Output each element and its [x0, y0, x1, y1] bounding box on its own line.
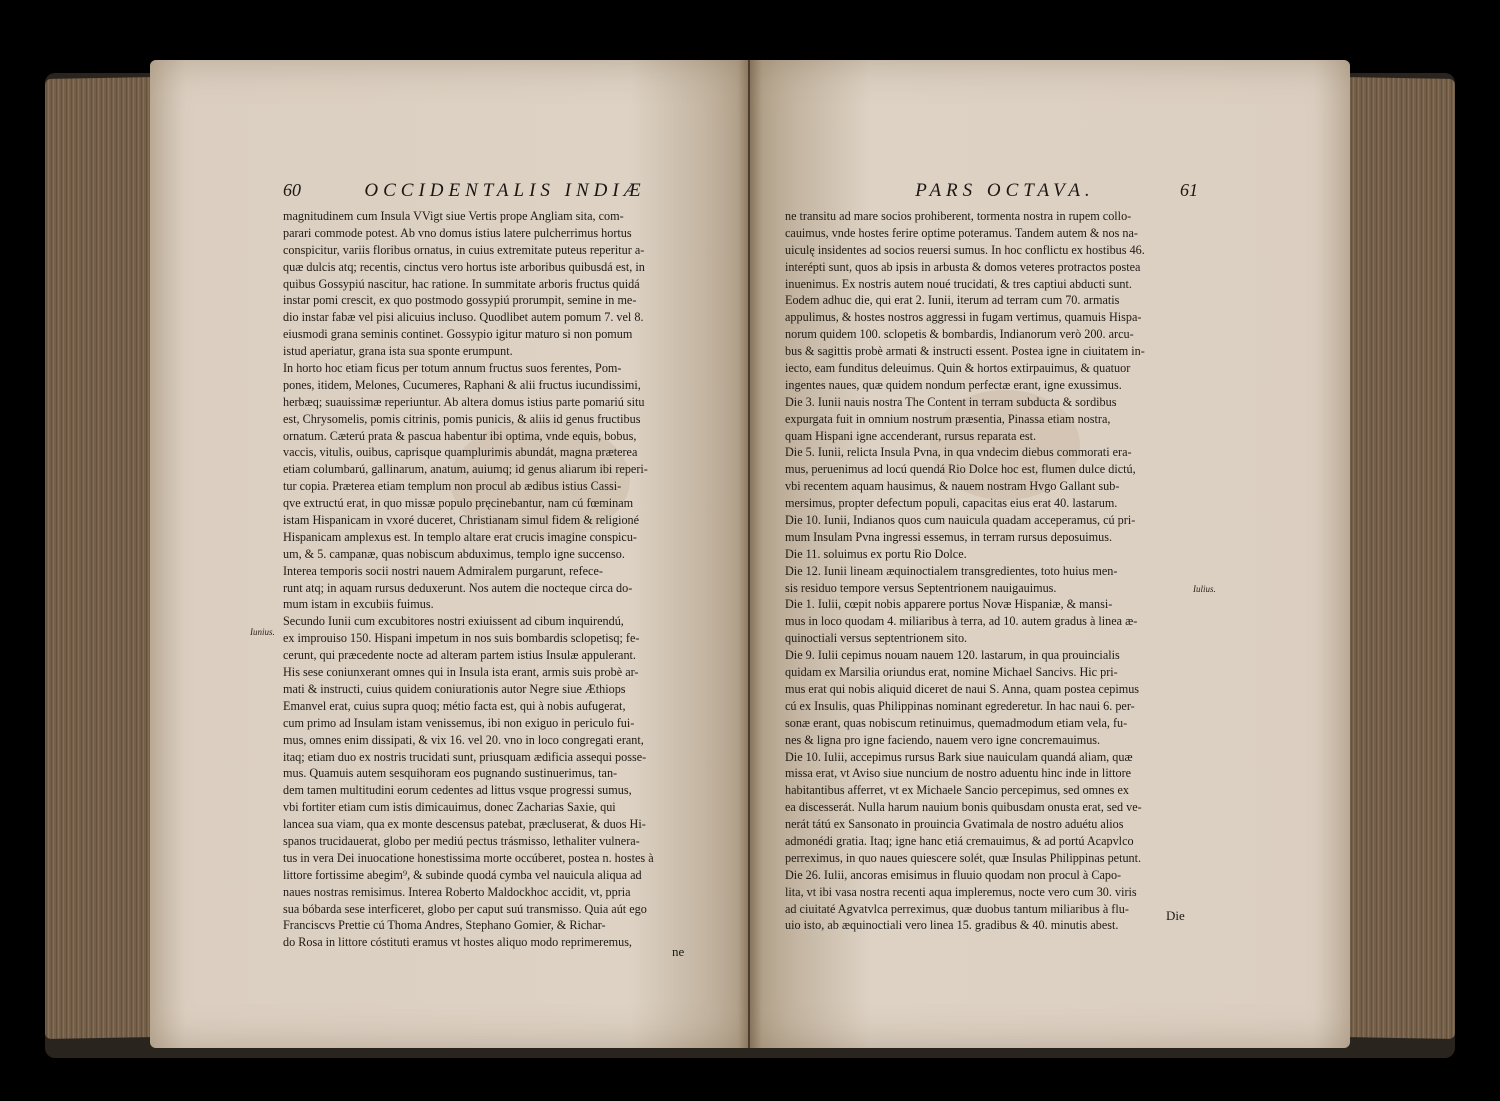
text-line: runt atq; in aquam rursus deduxerunt. Nos autem die nocteque circa do- [283, 580, 633, 595]
text-line: uio isto, ab æquinoctiali vero linea 15. gradibus & 40. minutis abest. [785, 918, 1119, 933]
margin-note: Iunius. [250, 627, 275, 637]
text-line: magnitudinem cum Insula VVigt siue Vertis prope Angliam sita, com- [283, 209, 624, 223]
text-line: Eodem adhuc die, qui erat 2. Iunii, iterum ad terram cum 70. armatis [785, 293, 1120, 308]
text-line: quidam ex Marsilia oriundus erat, nomine Michael Sancivs. Hic pri- [785, 665, 1118, 680]
text-line: Die 9. Iulii cepimus nouam nauem 120. lastarum, in qua prouincialis [785, 648, 1120, 663]
text-line: lita, vt ibi vasa nostra recenti aqua impleremus, nocte vero cum 30. viris [785, 884, 1137, 899]
text-line: quæ dulcis atq; recentis, cinctus vero hortus iste arboribus quibusdá est, in [283, 259, 645, 274]
text-line: lancea sua viam, qua ex monte descensus patebat, præcluserat, & duos Hi- [283, 817, 646, 832]
page-edges-left [45, 77, 155, 1039]
text-line: est, Chrysomelis, pomis citrinis, pomis punicis, & aliis id genus fructibus [283, 411, 641, 426]
text-line: iecto, eam funditus deleuimus. Quin & hortos extirpauimus, & quatuor [785, 361, 1131, 376]
text-line: quinoctiali versus septentrionem sito. [785, 631, 968, 646]
right-page-text [785, 208, 1181, 934]
text-line: Die 10. Iulii, accepimus rursus Bark siue nauiculam quandá aliam, quæ [785, 749, 1133, 764]
right-page-header [750, 180, 1350, 204]
catchword: ne [672, 944, 685, 959]
catchword: Die [1166, 908, 1185, 923]
text-line: qve extructú erat, in quo missæ populo pręcinebantur, nam cú fœminam [283, 496, 634, 511]
running-head: PARS OCTAVA. [915, 180, 1095, 201]
running-head: OCCIDENTALIS INDIÆ [364, 180, 646, 201]
text-line: eiusmodi grana seminis continet. Gossypio igitur maturo si non pomum [283, 327, 633, 342]
text-line: interépti sunt, quos ab ipsis in arbusta & domos veteres protractos postea [785, 259, 1141, 274]
text-line: mus, peruenimus ad locú quendá Rio Dolce hoc est, flumen dulce dictú, [785, 462, 1136, 477]
text-line: herbæq; suauissimæ reperiuntur. Ab altera domus istius parte pomariú situ [283, 394, 645, 409]
text-line: norum quidem 100. sclopetis & bombardis, Indianorum verò 200. arcu- [785, 327, 1134, 342]
text-line: itaq; etiam duo ex nostris trucidati sunt, priusquam ædificia assequi posse- [283, 749, 647, 764]
text-line: istam Hispanicam in vxoré duceret, Christianam simul fidem & religioné [283, 513, 640, 528]
text-line: ne transitu ad mare socios prohiberent, tormenta nostra in rupem collo- [785, 209, 1132, 223]
text-line: Die 3. Iunii nauis nostra The Content in terram subducta & sordibus [785, 394, 1117, 409]
text-line: Die 1. Iulii, cœpit nobis apparere portus Novæ Hispaniæ, & mansi- [785, 597, 1113, 612]
page-number: 60 [283, 180, 301, 200]
text-line: mersimus, propter defectum populi, capacitas eius erat 40. lastarum. [785, 496, 1118, 511]
text-line: Franciscvs Prettie cú Thoma Andres, Stephano Gomier, & Richar- [283, 918, 606, 933]
text-line: inuenimus. Ex nostris autem noué trucidati, & tres captiui abducti sunt. [785, 276, 1132, 291]
text-line: In horto hoc etiam ficus per totum annum fructus suos ferentes, Pom- [283, 361, 622, 376]
text-line: cum primo ad Insulam istam venissemus, ibi non exiguo in periculo fui- [283, 715, 635, 730]
text-line: Die 12. Iunii lineam æquinoctialem transgredientes, toto huius men- [785, 563, 1118, 578]
text-line: Secundo Iunii cum excubitores nostri exiuissent ad cibum inquirendú, [283, 614, 624, 629]
text-line: uiculę insidentes ad socios reuersi sumus. In hoc conflictu ex hostibus 46. [785, 242, 1145, 257]
text-line: quibus Gossypiú nascitur, hac ratione. In summitate arboris fructus quidá [283, 276, 640, 291]
text-line: ornatum. Cæterú prata & pascua habentur ibi optima, vnde equis, bobus, [283, 428, 637, 443]
text-line: sua bóbarda sese interficeret, globo per caput suú transmisso. Quia aút ego [283, 901, 647, 916]
left-page-header [150, 180, 750, 204]
text-line: Die 11. soluimus ex portu Rio Dolce. [785, 546, 967, 561]
text-line: instar pomi crescit, ex quo postmodo gossypiú prorumpit, semine in me- [283, 293, 637, 308]
text-line: Die 5. Iunii, relicta Insula Pvna, in qua vndecim diebus commorati era- [785, 445, 1132, 460]
text-line: habitantibus afferret, vt ex Michaele Sancio percepimus, sed omnes ex [785, 783, 1129, 798]
text-line: ea discesserát. Nulla harum nauium bonis quibusdam onusta erat, sed ve- [785, 800, 1142, 815]
text-line: His sese coniunxerant omnes qui in Insula ista erant, armis suis probè ar- [283, 665, 639, 680]
text-line: quam Hispani igne accenderant, rursus reparata est. [785, 428, 1037, 443]
left-page-text [283, 208, 688, 951]
text-line: tus in vera Dei inuocatione honestissima morte occúberet, postea n. hostes à [283, 850, 654, 865]
text-line: mus erat qui nobis aliquid diceret de naui S. Anna, quam postea cepimus [785, 681, 1140, 696]
text-line: missa erat, vt Aviso siue nuncium de nostro aduentu hinc inde in littore [785, 766, 1132, 781]
text-line: cú ex Insulis, quas Philippinas nominant egrederetur. In hac naui 6. per- [785, 698, 1135, 713]
text-line: conspicitur, variis floribus ornatus, in cuius extremitate puteus reperitur a- [283, 242, 645, 257]
text-line: dio instar fabæ vel pisi alicuius incluso. Quodlibet autem pomum 7. vel 8. [283, 310, 644, 325]
text-line: nerát tátú ex Sansonato in prouincia Gvatimala de nostro aduétu alios [785, 817, 1124, 832]
page-edges-right [1345, 77, 1455, 1039]
text-line: istud aperiatur, grana ista sua sponte erumpunt. [283, 344, 513, 359]
open-book [45, 48, 1455, 1058]
text-line: um, & 5. campanæ, quas nobiscum abduximus, templo igne succenso. [283, 546, 625, 561]
text-line: vbi recentem aquam hausimus, & nauem nostram Hvgo Gallant sub- [785, 479, 1120, 494]
text-line: sonæ erant, quas nobiscum retinuimus, quemadmodum etiam vela, fu- [785, 715, 1128, 730]
text-line: ad ciuitaté Agvatvlca perreximus, quæ duobus tantum miliaribus à flu- [785, 901, 1129, 916]
text-line: mus. Quamuis autem sesquihoram eos pugnando sustinuerimus, tan- [283, 766, 618, 781]
text-line: cerunt, qui præcedente nocte ad alteram partem istius Insulæ appulerant. [283, 648, 636, 663]
text-line: nes & ligna pro igne faciendo, nauem vero igne concremauimus. [785, 732, 1101, 747]
text-line: sis residuo tempore versus Septentrionem nauigauimus. [785, 580, 1057, 595]
text-line: littore fortissime abegim⁹, & subinde quodá cymba vel nauicula aliqua ad [283, 867, 642, 882]
text-line: Hispanicam amplexus est. In templo altare erat crucis imagine conspicu- [283, 529, 637, 544]
text-line: dem tamen multitudini eorum cedentes ad littus vsque progressi sumus, [283, 783, 632, 798]
text-line: perreximus, in quo naues quiescere solét, quæ Insulas Philippinas petunt. [785, 850, 1142, 865]
text-line: Die 10. Iunii, Indianos quos cum nauicula quadam acceperamus, cú pri- [785, 513, 1136, 528]
text-line: mus, omnes enim dissipati, & vix 16. vel 20. vno in loco congregati erant, [283, 732, 644, 747]
text-line: pones, itidem, Melones, Cucumeres, Raphani & alii fructus iucundissimi, [283, 377, 641, 392]
text-line: vaccis, vitulis, ouibus, caprisque quamplurimis abundát, magna præterea [283, 445, 638, 460]
text-line: mum Insulam Pvna ingressi essemus, in terram rursus deposuimus. [785, 529, 1112, 544]
text-line: tur copia. Præterea etiam templum non procul ab ædibus istius Cassi- [283, 479, 622, 494]
right-page [750, 60, 1350, 1048]
text-line: ingentes naues, quæ quidem nondum perfectæ erant, igne exussimus. [785, 377, 1122, 392]
left-page [150, 60, 750, 1048]
text-line: etiam columbarú, gallinarum, anatum, auiumq; id genus aliarum ibi reperi- [283, 462, 648, 477]
text-line: admonédi gratia. Itaq; igne hanc etiá cremauimus, & ad portú Acapvlco [785, 833, 1134, 848]
text-line: naues nostras remisimus. Interea Roberto Maldockhoc accidit, vt, ppria [283, 884, 631, 899]
text-line: spanos trucidauerat, globo per mediú pectus trásmisso, lethaliter vulnera- [283, 833, 640, 848]
text-line: expurgata fuit in omnium nostrum præsentia, Pinassa etiam nostra, [785, 411, 1111, 426]
text-line: Emanvel erat, cuius supra quoq; métio facta est, qui à nobis aufugerat, [283, 698, 626, 713]
text-line: parari commode potest. Ab vno domus istius latere pulcherrimus hortus [283, 225, 632, 240]
text-line: mati & instructi, cuius quidem coniurationis autor Negre siue Æthiops [283, 681, 626, 696]
text-line: vbi fortiter etiam cum istis dimicauimus, donec Zacharias Saxie, qui [283, 800, 616, 815]
text-line: ex improuiso 150. Hispani impetum in nos suis bombardis sclopetisq; fe- [283, 631, 640, 646]
margin-note: Iulius. [1193, 584, 1216, 594]
text-line: bus & sagittis probè armati & instructi essent. Postea igne in ciuitatem in- [785, 344, 1145, 359]
page-number: 61 [1180, 180, 1198, 200]
text-line: Die 26. Iulii, ancoras emisimus in fluuio quodam non procul à Capo- [785, 867, 1122, 882]
text-line: Interea temporis socii nostri nauem Admiralem purgarunt, refece- [283, 563, 603, 578]
text-line: appulimus, & hostes nostros aggressi in fugam vertimus, quamuis Hispa- [785, 310, 1142, 325]
text-line: do Rosa in littore cóstituti eramus vt hostes aliquo modo reprimeremus, [283, 935, 632, 950]
text-line: mum istam in excubiis fuimus. [283, 597, 434, 612]
text-line: mus in loco quodam 4. miliaribus à terra, ad 10. autem gradus à linea æ- [785, 614, 1138, 629]
text-line: cauimus, vnde hostes ferire optime poteramus. Tandem autem & nos na- [785, 225, 1138, 240]
